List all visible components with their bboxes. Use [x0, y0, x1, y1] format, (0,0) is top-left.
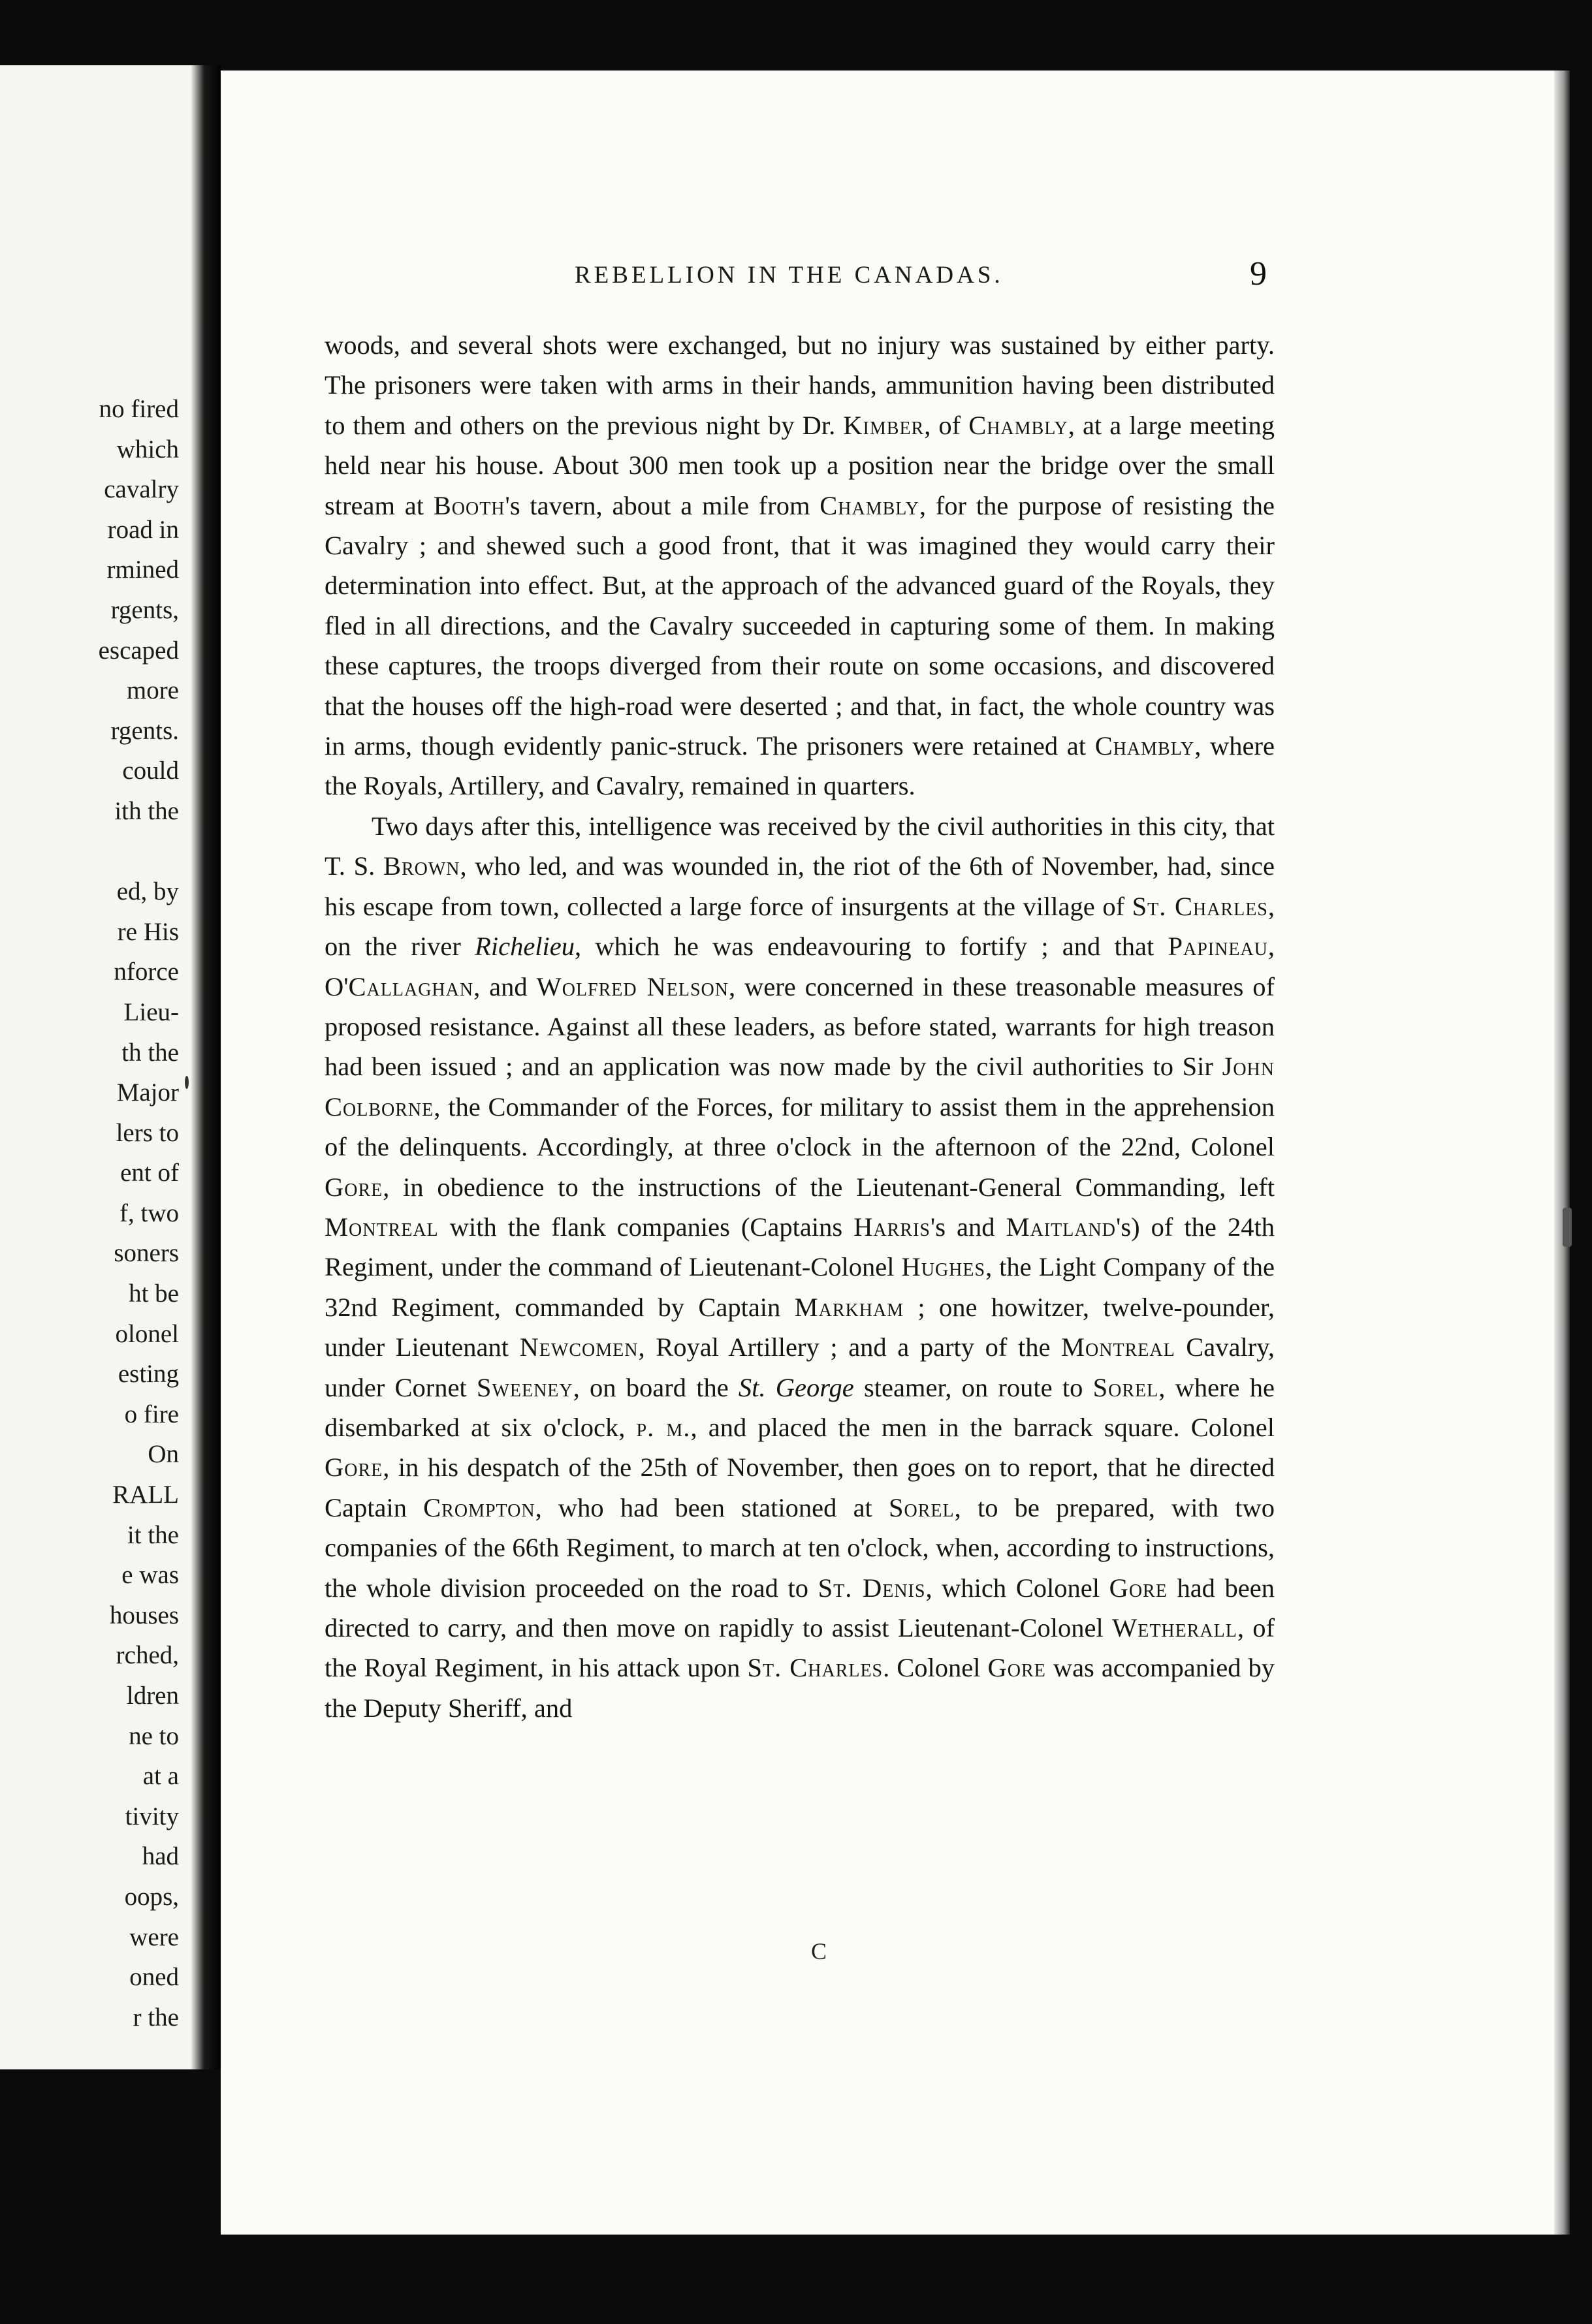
edge-speck — [1563, 1208, 1572, 1247]
italic-text: St. George — [738, 1372, 854, 1402]
text-run: steamer, on route to — [853, 1372, 1093, 1402]
left-fragment-line: cavalry — [104, 475, 179, 504]
small-caps-name: Markham — [794, 1292, 904, 1322]
left-fragment-line: rgents. — [110, 716, 179, 745]
text-run: , the Commander of the Forces, for military to assist them in the apprehension of the delinquents. Accordingly, at three o'clock in the afternoon of the 22nd, Colonel — [325, 1091, 1275, 1162]
text-run: , O' — [325, 932, 1275, 1001]
small-caps-name: Newcomen — [519, 1332, 639, 1362]
small-caps-name: Crompton — [423, 1492, 535, 1522]
left-fragment-line: houses — [109, 1601, 179, 1629]
text-run: , who had been stationed at — [535, 1492, 889, 1522]
left-fragment-line: rched, — [116, 1641, 179, 1670]
small-caps-name: St. Charles — [747, 1653, 884, 1683]
page-number: 9 — [1250, 255, 1267, 292]
left-fragment-line: road in — [107, 515, 179, 544]
left-fragment-line: oops, — [124, 1882, 179, 1911]
left-fragment-line: e was — [121, 1561, 179, 1590]
left-fragment-line: no fired — [99, 395, 179, 423]
left-fragment-line: rmined — [106, 556, 179, 584]
text-run: , who led, and was wounded in, the riot of the 6th of November, had, since his escape from town, collected a large force of insurgents at the village of — [325, 851, 1275, 921]
left-fragment-line: it the — [127, 1520, 179, 1549]
left-fragment-line: RALL — [112, 1481, 179, 1509]
small-caps-name: Sorel — [889, 1492, 955, 1522]
text-run: , were concerned in these treasonable measures of proposed resistance. Against all these leaders, as before stated, warrants for high treason had been issued ; and an application was now made by the civil authorities to Sir — [325, 971, 1275, 1082]
left-page-text-fragments — [99, 389, 179, 2037]
small-caps-name: Brown — [383, 851, 460, 881]
italic-text: Richelieu — [475, 932, 575, 962]
left-fragment-line: lers to — [116, 1118, 179, 1147]
small-caps-name: Chambly — [820, 490, 919, 520]
small-caps-name: Hughes — [901, 1252, 986, 1282]
body-text — [325, 325, 1275, 1728]
small-caps-name: p. m. — [636, 1412, 691, 1442]
small-caps-name: Wetherall — [1111, 1613, 1237, 1642]
left-fragment-line: were — [129, 1923, 179, 1951]
left-fragment-line: olonel — [115, 1319, 179, 1348]
small-caps-name: Wolfred Nelson — [536, 971, 729, 1001]
text-run: , on board the — [573, 1372, 739, 1402]
left-fragment-line: had — [142, 1842, 179, 1871]
left-fragment-line: at a — [142, 1762, 179, 1791]
left-fragment-line: re His — [117, 917, 179, 946]
text-run: 's tavern, about a mile from — [505, 490, 820, 520]
left-fragment-line: o fire — [124, 1400, 179, 1428]
text-run: , where the Royals, Artillery, and Cavalry, remained in quarters. — [325, 731, 1275, 801]
left-fragment-line: ldren — [126, 1682, 179, 1710]
paragraph-1 — [325, 325, 1275, 806]
small-caps-name: St. Denis — [818, 1573, 926, 1603]
small-caps-name: Maitland — [1006, 1212, 1117, 1242]
text-run: with the flank companies (Captains — [438, 1212, 854, 1242]
text-run: ; one howitzer, twelve-pounder, under Lieutenant — [325, 1292, 1275, 1362]
text-run: , to be prepared, with two companies of the 66th Regiment, to march at ten o'clock, when, according to instructions, the whole division proceeded on the road to — [325, 1492, 1275, 1603]
left-fragment-line: On — [148, 1440, 179, 1469]
small-caps-name: Chambly — [1094, 731, 1195, 761]
left-fragment-line: could — [122, 757, 179, 785]
left-fragment-line: Major — [116, 1078, 179, 1107]
running-head: REBELLION IN THE CANADAS. — [575, 262, 1004, 289]
text-run: , for the purpose of resisting the Cavalry ; and shewed such a good front, that it was imagined they would carry their determination into effect. But, at the approach of the advanced guard of the Royals, they fled in all directions, and the Cavalry succeeded in capturing some of them. In making these captures, the troops diverged from their route on some occasions, and discovered that the houses off the high-road were deserted ; and that, in fact, the whole country was in arms, though evidently panic-struck. The prisoners were retained at — [325, 490, 1275, 761]
paragraph-2 — [325, 806, 1275, 1728]
left-fragment-line: soners — [114, 1239, 179, 1268]
text-run: , the Light Company of the 32nd Regiment, commanded by Captain — [325, 1252, 1275, 1322]
text-run: Cavalry, under Cornet — [325, 1332, 1275, 1402]
text-run: woods, and several shots were exchanged, but no injury was sustained by either party. The prisoners were taken with arms in their hands, ammunition having been distributed to them and others on the previous night by Dr. — [325, 330, 1275, 440]
left-fragment-line: tivity — [125, 1802, 179, 1830]
text-run: , where he disembarked at six o'clock, — [325, 1372, 1275, 1442]
small-caps-name: Chambly — [968, 410, 1068, 440]
left-fragment-line: which — [116, 435, 179, 463]
left-fragment-line: f, two — [119, 1199, 179, 1227]
left-fragment-line: th the — [121, 1038, 179, 1067]
small-caps-name: John Colborne — [325, 1052, 1275, 1122]
left-fragment-line: nforce — [114, 958, 179, 986]
left-facing-page — [0, 65, 201, 2069]
left-fragment-line — [99, 832, 179, 872]
small-caps-name: St. Charles — [1132, 891, 1268, 921]
left-fragment-line: ent of — [120, 1159, 179, 1187]
text-run: , and placed the men in the barrack square. Colonel — [690, 1412, 1275, 1442]
small-caps-name: Callaghan — [348, 971, 474, 1001]
text-run: , of — [924, 410, 969, 440]
text-run: 's) of the 24th Regiment, under the command of Lieutenant-Colonel — [325, 1212, 1275, 1282]
small-caps-name: Papineau — [1168, 932, 1268, 962]
text-run: , of the Royal Regiment, in his attack upon — [325, 1613, 1275, 1683]
text-run: was accompanied by the Deputy Sheriff, and — [325, 1653, 1275, 1723]
margin-speck — [185, 1076, 189, 1089]
text-run: , at a large meeting held near his house. About 300 men took up a position near the bridge over the small stream at — [325, 410, 1275, 520]
page-edge — [1554, 71, 1570, 2235]
small-caps-name: Gore — [1109, 1573, 1168, 1603]
small-caps-name: Kimber — [843, 410, 925, 440]
text-run: , in his despatch of the 25th of November, then goes on to report, that he directed Captain — [325, 1452, 1275, 1522]
text-run: , on the river — [325, 891, 1275, 962]
left-fragment-line: ne to — [129, 1721, 179, 1750]
signature-mark: C — [811, 1938, 827, 1964]
left-fragment-line: r the — [133, 2003, 179, 2032]
small-caps-name: Montreal — [325, 1212, 439, 1242]
left-fragment-line: escaped — [98, 636, 179, 665]
text-run: . Colonel — [883, 1653, 988, 1683]
left-fragment-line: Lieu- — [123, 997, 179, 1026]
text-run: , in obedience to the instructions of the Lieutenant-General Commanding, left — [383, 1172, 1275, 1202]
small-caps-name: Sweeney — [476, 1372, 573, 1402]
text-run: , and — [473, 971, 537, 1001]
small-caps-name: Sorel — [1092, 1372, 1159, 1402]
small-caps-name: Gore — [987, 1653, 1046, 1683]
text-run: , which Colonel — [925, 1573, 1109, 1603]
text-run: Two days after this, intelligence was received by the civil authorities in this city, that T. S. — [325, 811, 1275, 881]
left-fragment-line: esting — [118, 1360, 179, 1389]
left-fragment-line: oned — [129, 1963, 179, 1992]
book-gutter — [191, 65, 221, 2069]
small-caps-name: Gore — [325, 1452, 383, 1483]
small-caps-name: Booth — [433, 490, 505, 520]
left-fragment-line: rgents, — [110, 595, 179, 624]
left-fragment-line: ht be — [129, 1280, 179, 1308]
text-run: , which he was endeavouring to fortify ; and that — [575, 932, 1168, 962]
small-caps-name: Harris — [853, 1212, 931, 1242]
text-run: , Royal Artillery ; and a party of the — [638, 1332, 1062, 1362]
small-caps-name: Gore — [325, 1172, 383, 1202]
left-fragment-line: ith the — [114, 796, 179, 825]
small-caps-name: Montreal — [1061, 1332, 1175, 1362]
text-run: 's and — [930, 1212, 1006, 1242]
left-fragment-line: more — [126, 676, 179, 705]
left-fragment-line: ed, by — [116, 877, 179, 906]
text-run: had been directed to carry, and then move on rapidly to assist Lieutenant-Colonel — [325, 1573, 1275, 1642]
